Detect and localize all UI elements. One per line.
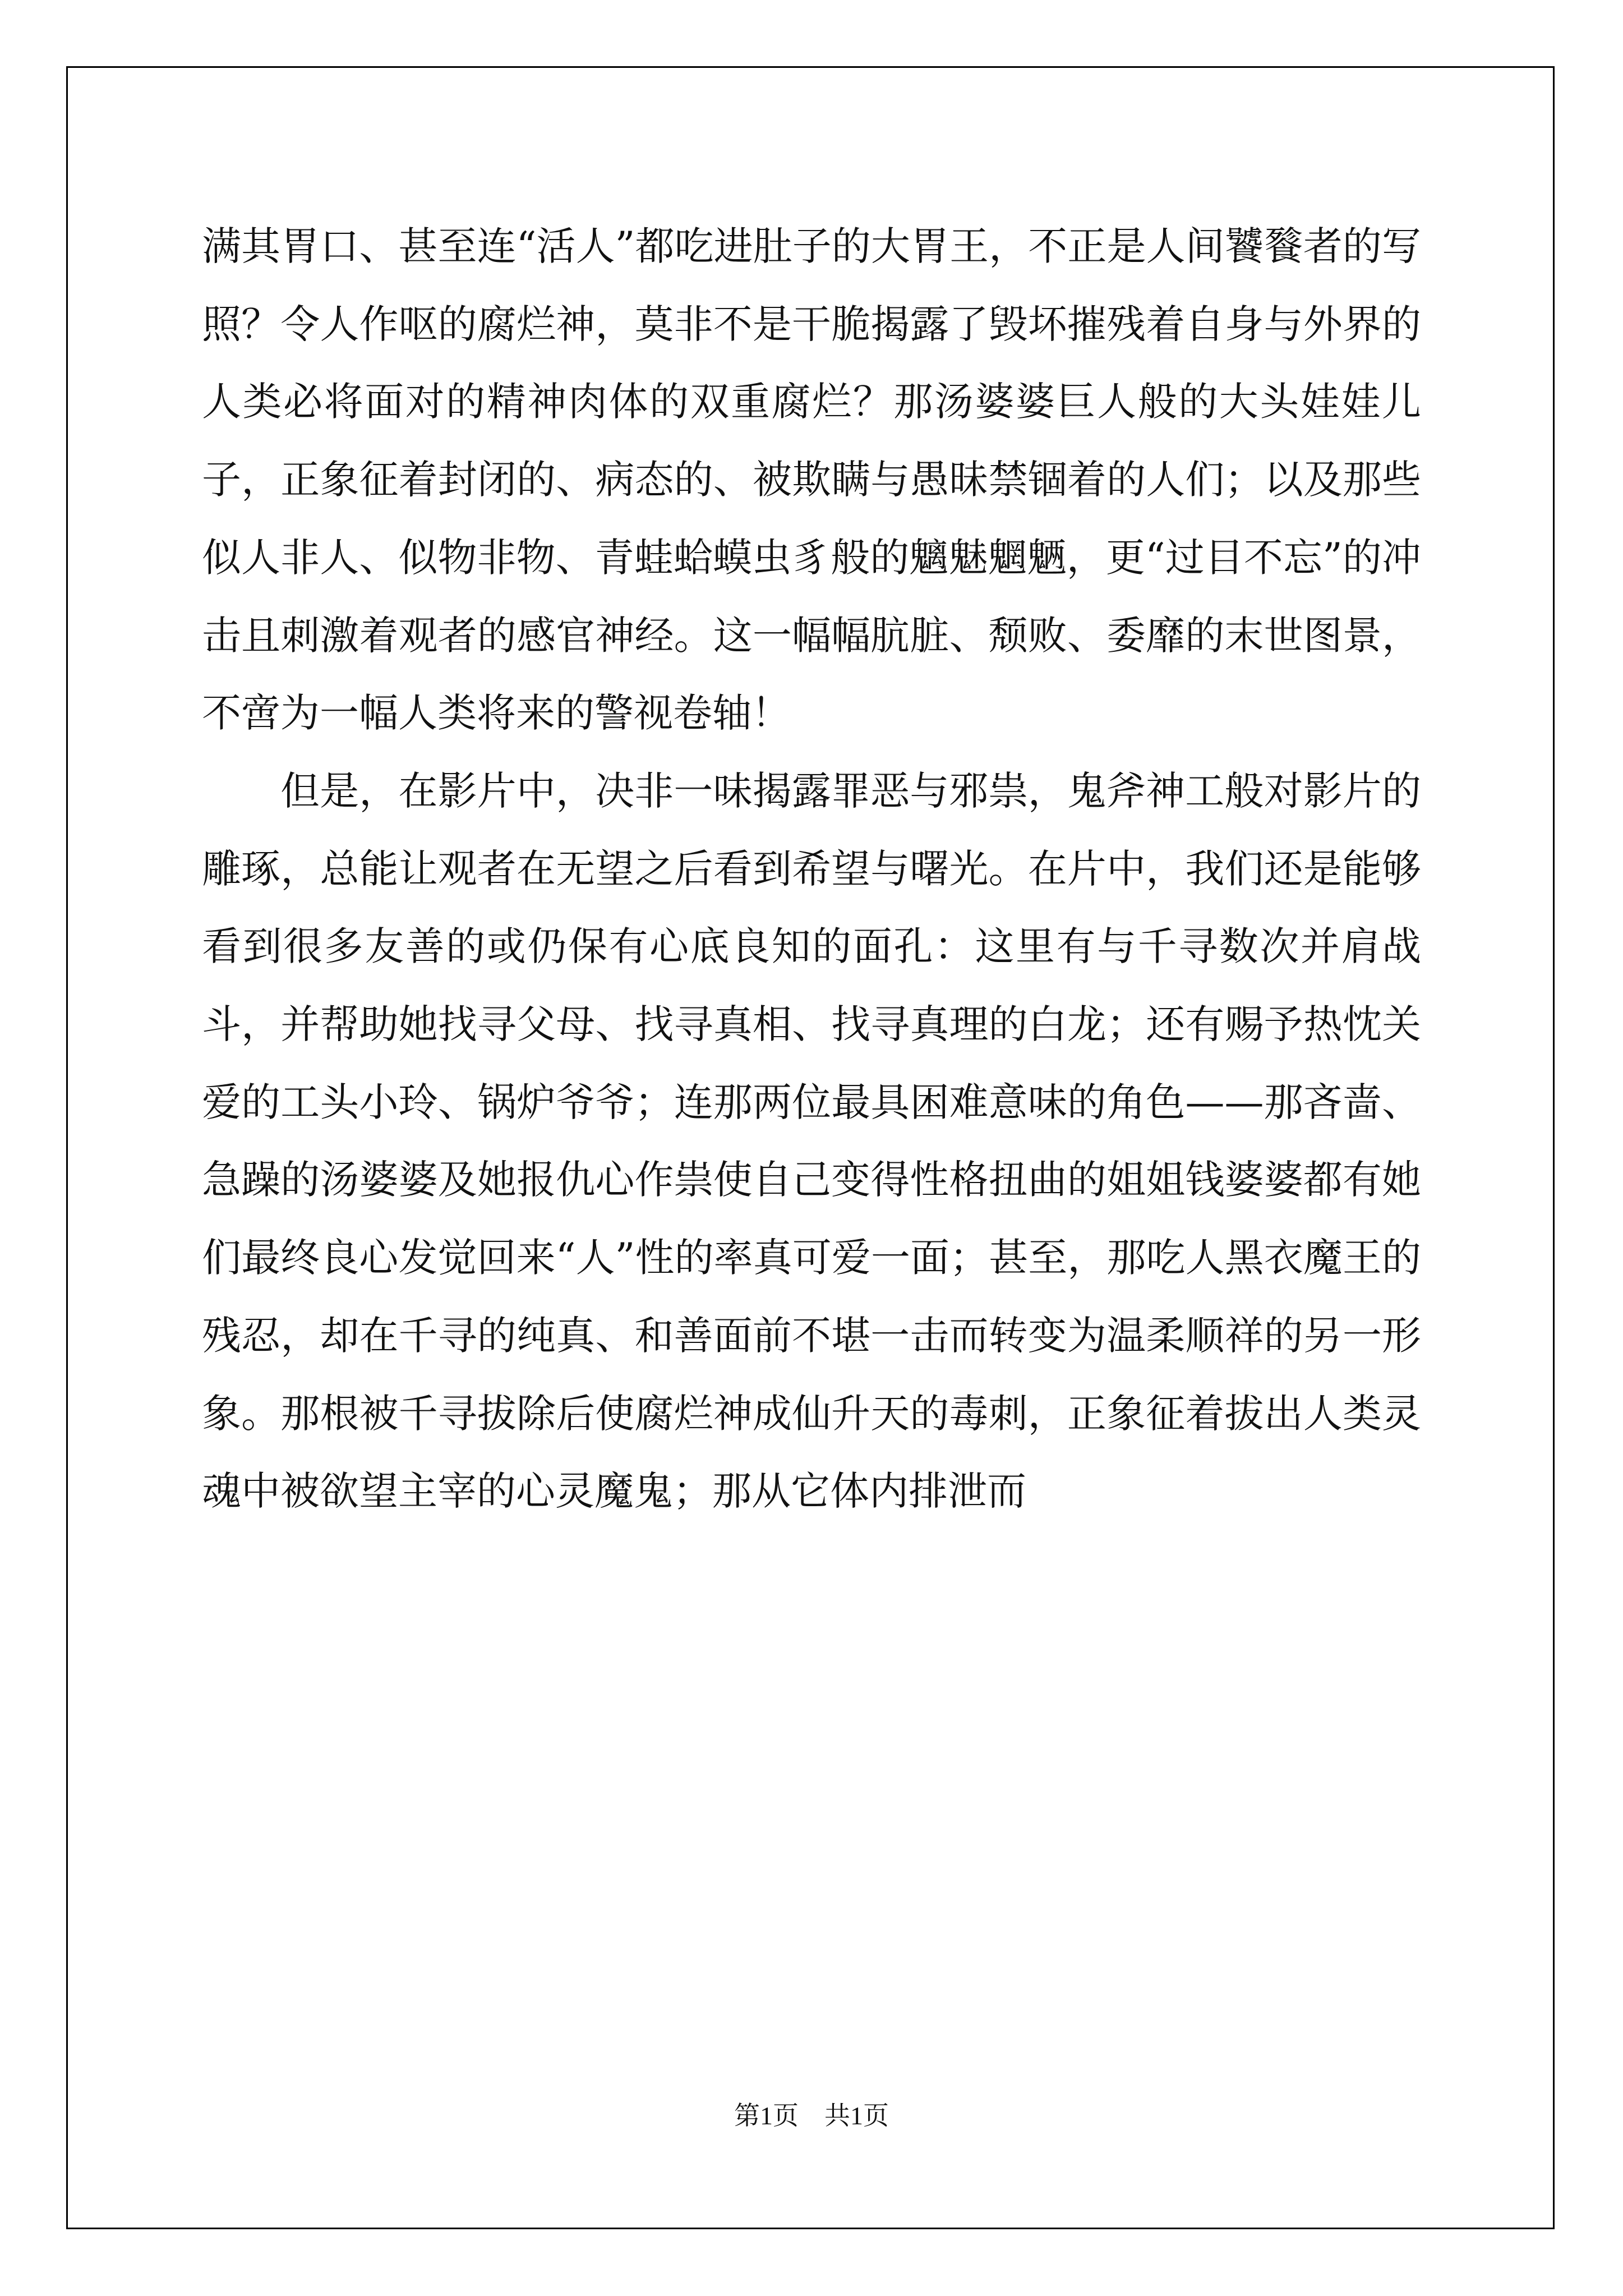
paragraph-2: 但是，在影片中，决非一味揭露罪恶与邪祟，鬼斧神工般对影片的雕琢，总能让观者在无望之后看到希望与曙光。在片中，我们还是能够看到很多友善的或仍保有心底良知的面孔：这里有与千寻数次并肩战斗，并帮助她找寻父母、找寻真相、找寻真理的白龙；还有赐予热忱关爱的工头小玲、锅炉爷爷；连那两位最具困难意味的角色——那吝啬、急躁的汤婆婆及她报仇心作祟使自己变得性格扭曲的姐姐钱婆婆都有她们最终良心发觉回来“人”性的率真可爱一面；甚至，那吃人黑衣魔王的残忍，却在千寻的纯真、和善面前不堪一击而转变为温柔顺祥的另一形象。那根被千寻拔除后使腐烂神成仙升天的毒刺，正象征着拔出人类灵魂中被欲望主宰的心灵魔鬼；那从它体内排泄而 xyxy=(202,767,1421,1515)
document-body xyxy=(202,208,1421,1530)
paragraph-1: 满其胃口、甚至连“活人”都吃进肚子的大胃王，不正是人间饕餮者的写照？令人作呕的腐烂神，莫非不是干脆揭露了毁坏摧残着自身与外界的人类必将面对的精神肉体的双重腐烂？那汤婆婆巨人般的大头娃娃儿子，正象征着封闭的、病态的、被欺瞒与愚昧禁锢着的人们；以及那些似人非人、似物非物、青蛙蛤蟆虫豸般的魑魅魍魉，更“过目不忘”的冲击且刺激着观者的感官神经。这一幅幅肮脏、颓败、委靡的末世图景，不啻为一幅人类将来的警视卷轴！ xyxy=(202,223,1421,737)
page-footer: 第1页 共1页 xyxy=(734,2101,889,2130)
